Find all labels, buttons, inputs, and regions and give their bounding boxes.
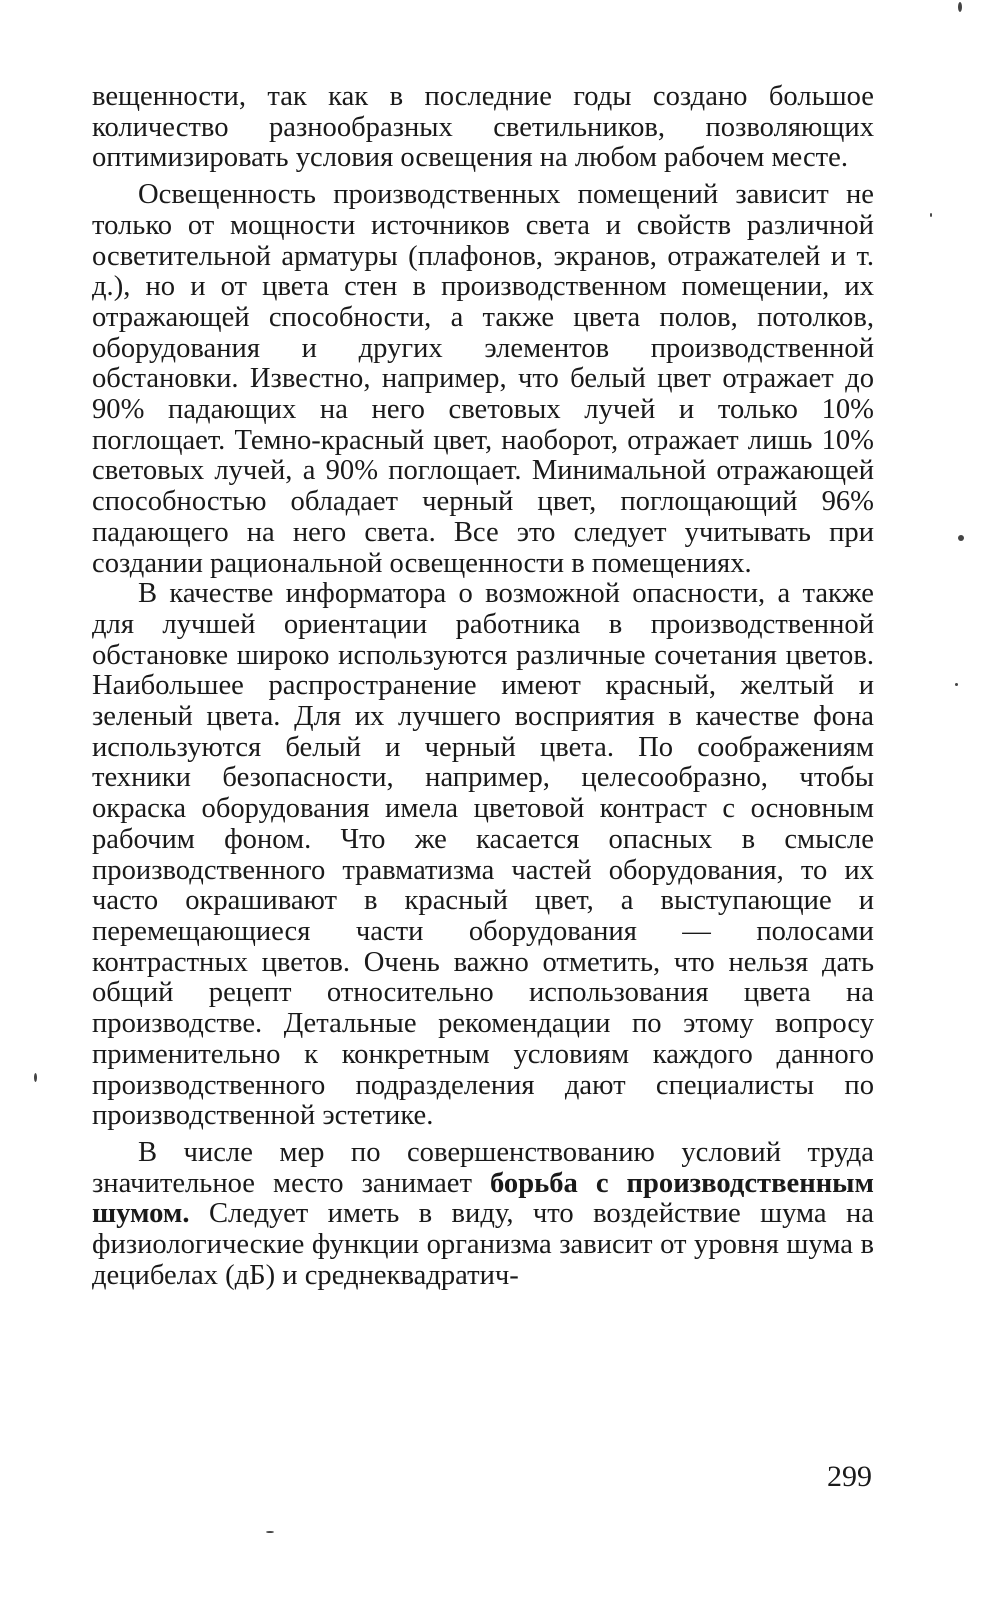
scan-speck (930, 213, 932, 217)
scan-speck (266, 1531, 274, 1533)
paragraph-1: вещенности, так как в последние годы создано большое количество разнообразных светильников, позволяющих оптимизировать условия освещения на любом рабочем месте. (92, 81, 874, 174)
paragraph-4-text-end: Следует иметь в виду, что воздействие шума на физиологические функции организма зависит от уровня шума в децибелах (дБ) и среднеквадратич- (92, 1198, 874, 1291)
paragraph-3: В качестве информатора о возможной опасности, а также для лучшей ориентации работника в производственной обстановке широко используются различные сочетания цветов. Наибольшее распространение имеют красный, желтый и зеленый цвета. Для их лучшего восприятия в качестве фона используются белый и черный цвета. По соображениям техники безопасности, например, целесообразно, чтобы окраска оборудования имела цветовой контраст с основным рабочим фоном. Что же касается опасных в смысле производственного травматизма частей оборудования, то их часто окрашивают в красный цвет, а выступающие и перемещающиеся части оборудования — полосами контрастных цветов. Очень важно отметить, что нельзя дать общий рецепт относительно использования цвета на производстве. Детальные рекомендации по этому вопросу применительно к конкретным условиям каждого данного производственного подразделения дают специалисты по производственной эстетике. (92, 578, 874, 1132)
scan-speck (958, 2, 962, 12)
paragraph-2: Освещенность производственных помещений зависит не только от мощности источников света и свойств различной осветительной арматуры (плафонов, экранов, отражателей и т. д.), но и от цвета стен в производственном помещении, их отражающей способности, а также цвета полов, потолков, оборудования и других элементов производственной обстановки. Известно, например, что белый цвет отражает до 90% падающих на него световых лучей и только 10% поглощает. Темно-красный цвет, наоборот, отражает лишь 10% световых лучей, а 90% поглощает. Минимальной отражающей способностью обладает черный цвет, поглощающий 96% падающего на него света. Все это следует учитывать при создании рациональной освещенности в помещениях. (92, 179, 874, 579)
paragraph-4 (92, 1138, 874, 1292)
page-number: 299 (827, 1460, 872, 1493)
page-text-block (92, 82, 874, 1291)
scan-speck (958, 535, 964, 541)
scan-speck (955, 683, 958, 686)
scan-speck (34, 1073, 37, 1082)
paragraph-4-bold-term: борьба с производственным шумом. (92, 1167, 874, 1230)
paragraph-4-text-start: В числе мер по совершенствованию условий труда значительное место занимает (92, 1136, 874, 1199)
